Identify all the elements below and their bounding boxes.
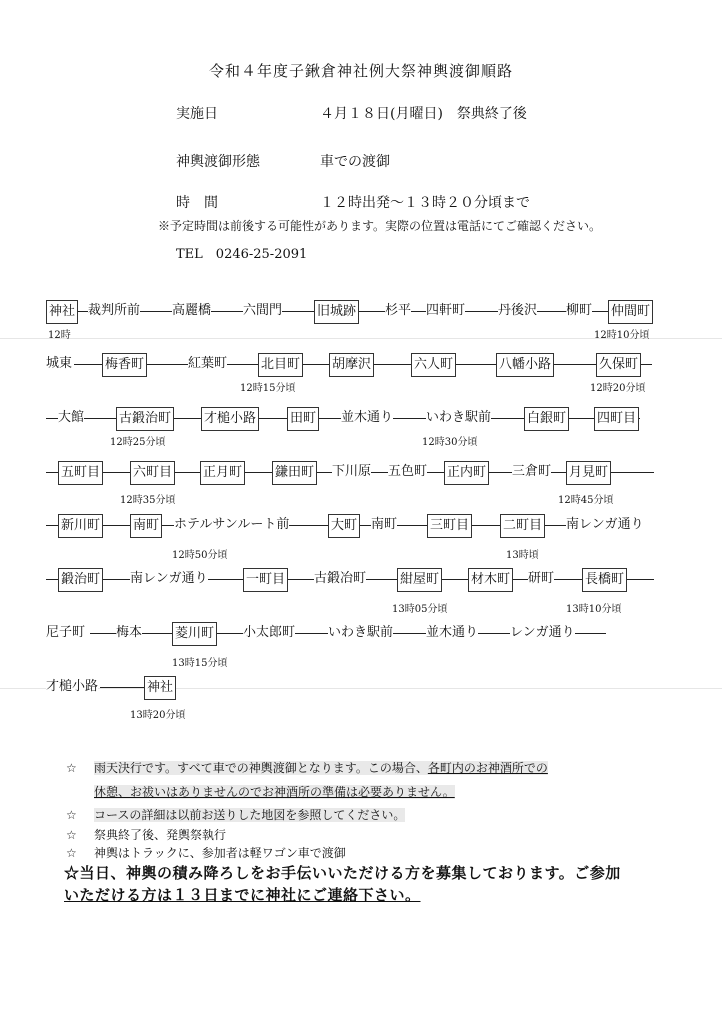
route-stop: 新川町: [58, 514, 103, 538]
route-stop: 北目町: [258, 353, 303, 377]
route-stop: レンガ通り: [510, 622, 575, 644]
route-stop: 仲間町: [608, 300, 653, 324]
time-label: 時 間: [176, 195, 218, 211]
note-text: 神輿はトラックに、参加者は軽ワゴン車で渡御: [94, 846, 346, 860]
note-course: [66, 806, 405, 823]
note-text-underlined: 休憩、お祓いはありませんのでお神酒所の準備は必要ありません。: [94, 785, 455, 799]
route-stop: 月見町: [566, 461, 611, 485]
note-rain-cont: [94, 783, 455, 800]
route-stop: 城東: [46, 353, 72, 375]
volunteer-notice-cont: [64, 884, 421, 905]
route-stop: 柳町: [566, 300, 592, 322]
route-stop: 胡摩沢: [329, 353, 374, 377]
route-time: 13時頃: [506, 550, 539, 561]
route-stop: いわき駅前: [426, 407, 491, 429]
route-time: 12時45分頃: [558, 495, 614, 506]
schedule-note: ※予定時間は前後する可能性があります。実際の位置は電話にてご確認ください。: [158, 219, 602, 233]
route-stop: 研町: [528, 568, 554, 590]
route-row: [0, 622, 722, 669]
route-stop: 才槌小路: [201, 407, 259, 431]
route-stop: 杉平: [385, 300, 411, 322]
route-time: 13時10分頃: [566, 604, 622, 615]
route-stop: 長橋町: [582, 568, 627, 592]
route-stop: 裁判所前: [88, 300, 140, 322]
route-row: [0, 353, 722, 394]
route-stop: 南レンガ通り: [566, 514, 644, 536]
route-stop: 正内町: [444, 461, 489, 485]
route-row: [0, 514, 722, 561]
route-stop: 下川原: [332, 461, 371, 483]
route-stop: 五町目: [58, 461, 103, 485]
route-stop: 鎌田町: [272, 461, 317, 485]
route-stop: 白銀町: [524, 407, 569, 431]
route-stop: 丹後沢: [498, 300, 537, 322]
route-stop: 正月町: [200, 461, 245, 485]
route-stop: 菱川町: [172, 622, 217, 646]
route-stop: 旧城跡: [314, 300, 359, 324]
route-time: 12時: [48, 330, 71, 341]
route-stop: 梅本: [116, 622, 142, 644]
star-icon: ☆: [66, 846, 77, 860]
route-stop: 五色町: [388, 461, 427, 483]
route-time: 12時35分頃: [120, 495, 176, 506]
note-ceremony: [66, 826, 226, 843]
route-row: [0, 300, 722, 341]
route-stop: ホテルサンルート前: [174, 514, 289, 536]
route-row: [0, 676, 722, 721]
route-stop: 南町: [130, 514, 162, 538]
route-time: 13時05分頃: [392, 604, 448, 615]
route-time: 13時20分頃: [130, 710, 186, 721]
route-time: 13時15分頃: [172, 658, 228, 669]
route-stop: 古鍛冶町: [314, 568, 366, 590]
route-time: 12時10分頃: [594, 330, 650, 341]
note-text: 祭典終了後、発輿祭執行: [94, 828, 227, 842]
route-time: 12時25分頃: [110, 437, 166, 448]
volunteer-notice: ☆当日、神輿の積み降ろしをお手伝いいただける方を募集しております。ご参加: [64, 864, 621, 882]
star-icon: ☆: [66, 808, 77, 822]
route-stop: 鍛治町: [58, 568, 103, 592]
route-stop: 久保町: [596, 353, 641, 377]
route-stop: 一町目: [243, 568, 288, 592]
phone-number: TEL 0246-25-2091: [176, 247, 308, 262]
route-row: [0, 568, 722, 615]
document-title: 令和４年度子鍬倉神社例大祭神輿渡御順路: [208, 62, 513, 80]
route-stop: 三倉町: [512, 461, 551, 483]
route-stop: 四軒町: [426, 300, 465, 322]
route-stop: 小太郎町: [243, 622, 295, 644]
mode-label: 神輿渡御形態: [176, 154, 260, 170]
route-time: 12時50分頃: [172, 550, 228, 561]
route-stop: 神社: [46, 300, 78, 324]
route-stop: 並木通り: [426, 622, 478, 644]
route-time: 12時30分頃: [422, 437, 478, 448]
route-stop: 紅葉町: [188, 353, 227, 375]
route-stop: 梅香町: [102, 353, 147, 377]
note-vehicle: [66, 844, 346, 861]
route-stop: いわき駅前: [328, 622, 393, 644]
date-value: ４月１８日(月曜日) 祭典終了後: [320, 106, 527, 122]
route-stop: 並木通り: [341, 407, 393, 429]
star-icon: ☆: [66, 828, 77, 842]
route-stop: 尼子町: [46, 622, 85, 644]
route-stop: 紺屋町: [397, 568, 442, 592]
route-stop: 南レンガ通り: [130, 568, 208, 590]
note-text: 雨天決行です。すべて車での神輿渡御となります。この場合、: [94, 761, 428, 775]
mode-value: 車での渡御: [320, 154, 390, 170]
note-text-underlined: 各町内のお神酒所での: [427, 761, 548, 775]
route-stop: 六町目: [130, 461, 175, 485]
route-stop: 大館: [58, 407, 84, 429]
note-rain: [66, 759, 548, 776]
route-stop: 四町目: [594, 407, 639, 431]
route-stop: 高麗橋: [172, 300, 211, 322]
route-row: [0, 461, 722, 506]
route-stop: 六間門: [243, 300, 282, 322]
route-row: [0, 407, 722, 448]
route-stop: 八幡小路: [496, 353, 554, 377]
route-stop: 大町: [328, 514, 360, 538]
route-stop: 三町目: [427, 514, 472, 538]
date-label: 実施日: [176, 106, 218, 122]
route-time: 12時20分頃: [590, 383, 646, 394]
time-value: １２時出発～１３時２０分頃まで: [320, 195, 530, 211]
star-icon: ☆: [66, 761, 77, 775]
route-stop: 六人町: [411, 353, 456, 377]
volunteer-notice-text: いただける方は１３日までに神社にご連絡下さい。: [64, 886, 421, 904]
route-stop: 材木町: [468, 568, 513, 592]
route-stop: 才槌小路: [46, 676, 98, 698]
route-stop: 二町目: [500, 514, 545, 538]
route-stop: 田町: [287, 407, 319, 431]
note-text: コースの詳細は以前お送りした地図を参照してください。: [94, 808, 406, 822]
route-stop: 南町: [371, 514, 397, 536]
route-stop: 神社: [144, 676, 176, 700]
route-stop: 古鍛治町: [116, 407, 174, 431]
route-time: 12時15分頃: [240, 383, 296, 394]
